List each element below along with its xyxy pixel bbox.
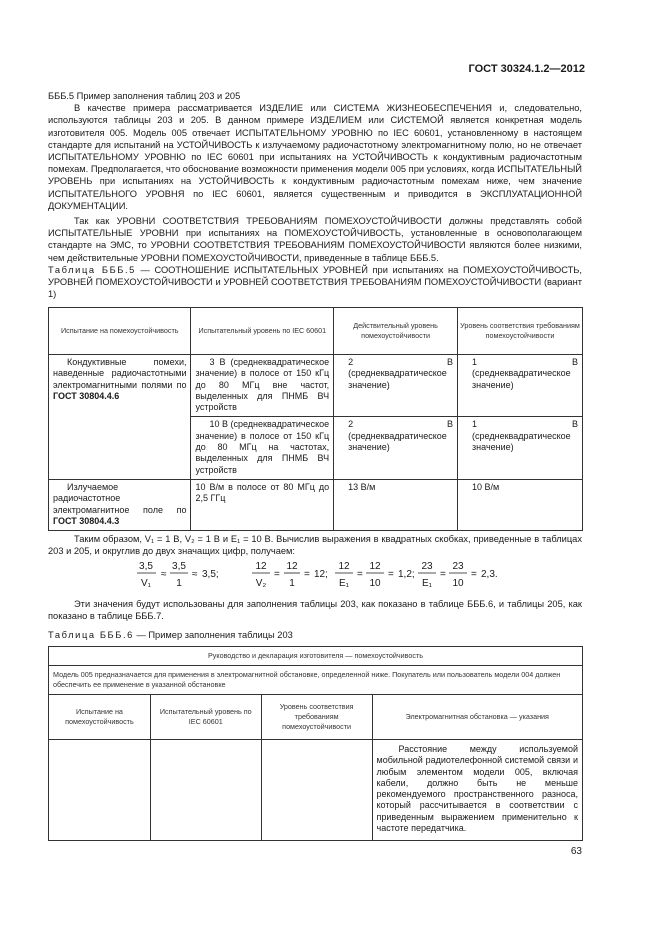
table2-header-compliance: Уровень соответствия требованиям помехоустойчивости xyxy=(261,695,372,740)
table2-intro-row xyxy=(49,666,583,695)
paragraph-3: Таким образом, V₁ = 1 В, V₂ = 1 В и E₁ = 10 В. Вычислив выражения в квадратных скобках, приведенные в таблицах 203 и 205, и округлив до двух значащих цифр, получаем: xyxy=(48,534,582,557)
f2-num: 12 xyxy=(255,561,267,572)
table1-header-row xyxy=(49,308,583,355)
f2-den2: 1 xyxy=(289,578,295,589)
table2-cell-environment: Расстояние между используемой мобильной радиотелефонной системой связи и любым элементом модели 005, включая кабели, должно быть не меньше рекомендуемого пространственного разноса, который рассчитывается в соответствии с приведенным выражением применительно к частоте передатчика. xyxy=(372,740,582,841)
table-row xyxy=(49,740,583,841)
table1-cell-iec: 3 В (среднеквадратическое значение) в полосе от 150 кГц до 80 МГц вне частот, выделенных для ПНМБ ВЧ устройств xyxy=(191,355,334,417)
table1-header-test: Испытание на помехоустойчивость xyxy=(49,308,191,355)
f3-num: 12 xyxy=(338,561,350,572)
table2-title: Руководство и декларация изготовителя — помехоустойчивость xyxy=(49,647,583,666)
equals-sign: = xyxy=(304,569,310,580)
table2-cell-test xyxy=(49,740,151,841)
table2-caption-text: — Пример заполнения таблицы 203 xyxy=(133,630,293,640)
section-title: БББ.5 Пример заполнения таблиц 203 и 205 xyxy=(48,91,241,101)
table2-header-test: Испытание на помехоустойчивость xyxy=(49,695,151,740)
formula-svg xyxy=(48,558,582,594)
table2-header-row xyxy=(49,695,583,740)
equals-sign: = xyxy=(357,569,363,580)
table1-caption xyxy=(48,264,582,301)
f3-result: 1,2; xyxy=(398,569,415,580)
table2-title-row xyxy=(49,647,583,666)
formula-term-2 xyxy=(252,561,328,589)
f1-den2: 1 xyxy=(176,578,182,589)
table2-header-environment: Электромагнитная обстановка — указания xyxy=(372,695,582,740)
equals-sign: = xyxy=(274,569,280,580)
f3-num2: 12 xyxy=(369,561,381,572)
table2-caption xyxy=(48,629,582,641)
f1-num: 3,5 xyxy=(139,561,153,572)
f1-num2: 3,5 xyxy=(172,561,186,572)
f1-den: V₁ xyxy=(140,578,152,589)
paragraph-3-block xyxy=(48,533,582,557)
test-standard: ГОСТ 30804.4.6 xyxy=(53,390,120,401)
f2-den: V₂ xyxy=(255,578,267,589)
table2-intro: Модель 005 предназначается для применения в электромагнитной обстановке, определенной ниже. Покупатель или пользователь модели 004 должен обеспечить ее применение в указанной обстановке xyxy=(49,666,583,695)
equals-sign: = xyxy=(471,569,477,580)
table1-caption-text: — СООТНОШЕНИЕ ИСПЫТАТЕЛЬНЫХ УРОВНЕЙ при испытаниях на ПОМЕХОУСТОЙЧИВОСТЬ, УРОВНЕЙ ПОМЕХОУСТОЙЧИВОСТИ и УРОВНЕЙ СООТВЕТСТВИЯ ТРЕБОВАНИЯМ ПОМЕХОУСТОЙЧИВОСТИ (вариант 1) xyxy=(48,265,582,300)
table1-cell-actual: 2 В (среднеквадратическое значение) xyxy=(334,355,458,417)
f4-result: 2,3. xyxy=(481,569,498,580)
equals-sign: = xyxy=(440,569,446,580)
test-standard: ГОСТ 30804.4.3 xyxy=(53,515,120,526)
page-number: 63 xyxy=(570,846,582,857)
table1-caption-label: Таблица БББ.5 xyxy=(48,265,136,275)
paragraph-1: В качестве примера рассматривается ИЗДЕЛИЕ или СИСТЕМА ЖИЗНЕОБЕСПЕЧЕНИЯ и, следовательно, используются таблицы 203 и 205. В данном примере ИЗДЕЛИЕМ или СИСТЕМОЙ является конкретная модель изготовителя 005. Модель 005 отвечает ИСПЫТАТЕЛЬНОМУ УРОВНЮ по IEC 60601, установленному в настоящем стандарте для испытаний на УСТОЙЧИВОСТЬ к излучаемому радиочастотному электромагнитному полю, но не отвечает ИСПЫТАТЕЛЬНОМУ УРОВНЮ по IEC 60601 при испытаниях на УСТОЙЧИВОСТЬ к кондуктивным радиочастотным помехам. Предполагается, что обоснование возможности применения модели 005 при условиях, когда ИСПЫТАТЕЛЬНЫЙ УРОВЕНЬ при испытаниях на УСТОЙЧИВОСТЬ к кондуктивным радиочастотным помехам ниже, чем значение ИСПЫТАТЕЛЬНОГО УРОВНЯ по IEC 60601, является существенным и приводится в ЭКСПЛУАТАЦИОННОЙ ДОКУМЕНТАЦИИ. xyxy=(48,103,582,211)
approx-sign: ≈ xyxy=(192,569,198,580)
paragraph-4: Эти значения будут использованы для заполнения таблицы 203, как показано в таблице БББ.6, и таблицы 205, как показано в таблице БББ.7. xyxy=(48,599,582,622)
standard-header: ГОСТ 30324.1.2—2012 xyxy=(468,63,585,75)
table1-cell-test-radiated xyxy=(49,479,191,530)
table1-cell-compliance: 1 В (среднеквадратическое значение) xyxy=(458,355,583,417)
table1-cell-compliance: 1 В (среднеквадратическое значение) xyxy=(458,417,583,479)
table1-cell-actual: 2 В (среднеквадратическое значение) xyxy=(334,417,458,479)
table1-cell-compliance: 10 В/м xyxy=(458,479,583,530)
f2-num2: 12 xyxy=(286,561,298,572)
table1-cell-iec: 10 В (среднеквадратическое значение) в полосе от 150 кГц до 80 МГц на частотах, выделенных для ПНМБ ВЧ устройств xyxy=(191,417,334,479)
formula-term-3 xyxy=(335,561,415,589)
table2-caption-label: Таблица БББ.6 xyxy=(48,630,134,640)
formula-term-1 xyxy=(137,561,219,589)
table2-cell-compliance xyxy=(261,740,372,841)
f3-den2: 10 xyxy=(369,578,381,589)
test-name: Излучаемое радиочастотное электромагнитное поле по xyxy=(53,481,187,515)
table1-cell-actual: 13 В/м xyxy=(334,479,458,530)
table-bbb6 xyxy=(48,646,583,841)
table2-header-iec: Испытательный уровень по IEC 60601 xyxy=(150,695,261,740)
intro-section xyxy=(48,90,582,264)
paragraph-4-block xyxy=(48,598,582,622)
table-row xyxy=(49,479,583,530)
table2-cell-iec xyxy=(150,740,261,841)
f4-num2: 23 xyxy=(452,561,464,572)
paragraph-2: Так как УРОВНИ СООТВЕТСТВИЯ ТРЕБОВАНИЯМ ПОМЕХОУСТОЙЧИВОСТИ должны представлять собой ИСПЫТАТЕЛЬНЫЕ УРОВНИ при испытаниях на ПОМЕХОУСТОЙЧИВОСТЬ, установленные в основополагающем стандарте на ЭМС, то УРОВНИ СООТВЕТСТВИЯ ТРЕБОВАНИЯМ ПОМЕХОУСТОЙЧИВОСТИ являются более низкими, чем действительные УРОВНИ ПОМЕХОУСТОЙЧИВОСТИ, приведенные в таблице БББ.5. xyxy=(48,216,582,263)
f4-num: 23 xyxy=(421,561,433,572)
test-name: Кондуктивные помехи, наведенные радиочастотными электромагнитными полями по xyxy=(53,357,187,390)
formula-block xyxy=(48,558,582,594)
table1-cell-test-conducted xyxy=(49,355,191,480)
table1-header-iec: Испытательный уровень по IEC 60601 xyxy=(191,308,334,355)
f4-den2: 10 xyxy=(452,578,464,589)
f2-result: 12; xyxy=(314,569,328,580)
equals-sign: = xyxy=(388,569,394,580)
table1-header-compliance: Уровень соответствия требованиям помехоустойчивости xyxy=(458,308,583,355)
f3-den: E₁ xyxy=(338,578,350,589)
table1-header-actual: Действительный уровень помехоустойчивости xyxy=(334,308,458,355)
formula-term-4 xyxy=(418,561,498,589)
table1-cell-iec: 10 В/м в полосе от 80 МГц до 2,5 ГГц xyxy=(191,479,334,530)
approx-sign: ≈ xyxy=(161,569,167,580)
table-bbb5 xyxy=(48,307,583,531)
table-row xyxy=(49,355,583,417)
f1-result: 3,5; xyxy=(202,569,219,580)
f4-den: E₁ xyxy=(421,578,433,589)
